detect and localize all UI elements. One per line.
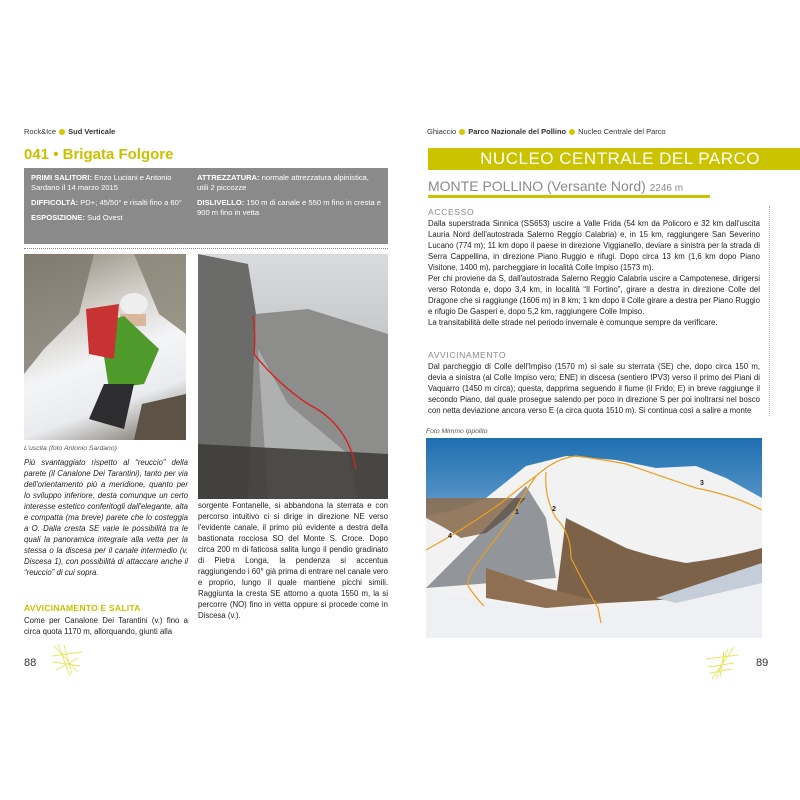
avvicinamento-text: Dal parcheggio di Colle dell'Impiso (1570 m) si sale su sterrata (SE) che, dopo circa 150 m, devia a sinistra (al Colle Impiso vero; ENE) in discesa (sentiero IPV3) verso il primo dei Piani di Vaquarro (1450 m circa); questa, dapprima seguendo il fiume (il Frido; E) in breve raggiunge il secondo Piano, dal quale prosegue salendo per poco in direzione S per poi inoltrarsi nel bosco con netta deviazione ancora verso E (a circa quota 1510 m). Si continua così a salire a monte [428, 362, 760, 415]
bullet-icon [569, 129, 575, 135]
accesso-text [428, 218, 760, 328]
breadcrumb-section: Sud Verticale [68, 127, 116, 136]
accesso-paragraph-1: Dalla superstrada Sinnica (SS653) uscire a Valle Frida (54 km da Policoro e 32 km dall'uscita Lauria Nord dell'autostrada Salerno Reggio Calabria) e, in 15 km, raggiungere San Severino Lucano (774 m); 11 km dopo il paese in direzione Viggianello, deviare a sinistra per la strada di Serra Cappellina, in direzione Piano Ruggio e rifugi. Dopo circa 13 km (1,6 km dopo Piano Visitone, 1400 m), parcheggiare in località Colle Impiso (1573 m). [428, 219, 760, 272]
mountain-routes-image [426, 438, 762, 638]
info-primi-salitori: PRIMI SALITORI: Enzo Luciani e Antonio Sardano il 14 marzo 2015 [31, 173, 172, 192]
route-label-3: 3 [700, 480, 704, 487]
divider [24, 248, 388, 249]
accesso-heading: ACCESSO [428, 207, 475, 217]
section-band [428, 148, 800, 170]
accesso-paragraph-3: La transitabilità delle strade nel periodo invernale è comunque sempre da verificare. [428, 318, 718, 327]
mountain-altitude: 2246 m [649, 183, 684, 194]
climber-photo-image [24, 254, 186, 440]
route-label-1: 1 [515, 509, 519, 516]
photo-credit: Foto Mimmo Ippolito [426, 428, 488, 435]
band-title: NUCLEO CENTRALE DEL PARCO [480, 149, 760, 168]
breadcrumb [24, 127, 115, 136]
column-divider [769, 206, 770, 416]
info-esposizione: ESPOSIZIONE: Sud Ovest [31, 213, 123, 222]
mountain-routes-photo [426, 438, 762, 638]
breadcrumb-magazine: Rock&Ice [24, 127, 57, 136]
section-heading: AVVICINAMENTO E SALITA [24, 603, 141, 613]
route-label-4: 4 [448, 533, 452, 540]
canal-topo-image [198, 254, 388, 499]
title-underline [428, 195, 710, 198]
breadcrumb-area: Nucleo Centrale del Parco [578, 127, 666, 136]
route-info-box [24, 168, 388, 244]
column2-text: sorgente Fontanelle, si abbandona la sterrata e con percorso intuitivo ci si dirige in direzione NE verso l'evidente canale, il primo più evidente a destra della bastionata rocciosa SO del Monte S. Croce. Dopo circa 200 m di faticosa salita lungo il pendio gradinato di Pietra Longa, la pendenza si accentua raggiungendo i 60° già prima di entrare nel canale vero e proprio, lungo il quale mantiene picchi simili. Raggiunta la cresta SE attorno a quota 1550 m, la si percorre (NO) fino in vetta oppure si procede come in Discesa (v.). [198, 501, 388, 620]
avvicinamento-heading: AVVICINAMENTO [428, 350, 507, 360]
section-text: Come per Canalone Dei Tarantini (v.) fino a circa quota 1170 m, allorquando, giunti alla [24, 616, 188, 636]
route-title: 041 • Brigata Folgore [24, 146, 174, 163]
breadcrumb-park: Parco Nazionale del Pollino [468, 127, 567, 136]
intro-text: Più svantaggiato rispetto al “reuccio” della parete (il Canalone Dei Tarantini), tanto per via dell'orientamento più a meridione, quanto per lo sviluppo inferiore, desta comunque un certo interesse estetico conferitogli dall'elegante, alta e compatta (ma breve) parete che lo costeggia a O. Dalla cresta SE varie le possibilità tra le quali la panoramica integrale alla vetta per la stessa o la discesa per il canale intermedio (v. Discesa 1), con possibilità di attaccare anche il “reuccio” di cui sopra. [24, 458, 188, 577]
info-attrezzatura: ATTREZZATURA: normale attrezzatura alpinistica, utili 2 piccozze [197, 173, 369, 192]
bullet-icon [459, 129, 465, 135]
logo-icon [704, 645, 740, 681]
page-number: 89 [756, 657, 769, 669]
accesso-paragraph-2: Per chi proviene da S, dall'autostrada Salerno Reggio Calabria uscire a Campotenese, dirigersi verso Rotonda e, dopo 3,4 km, in località “Il Fortino”, girare a destra in direzione Colle del Dragone che si raggiunge (1606 m) in 8 km; 1 km dopo il Colle girare a destra per Piano Ruggio e rifugio De Gasperi e, dopo 5,2 km, raggiungere Colle Impiso. [428, 274, 760, 316]
breadcrumb [427, 127, 666, 136]
mountain-title: MONTE POLLINO (Versante Nord) 2246 m [428, 178, 684, 194]
climber-photo [24, 254, 186, 440]
page-number: 88 [24, 657, 37, 669]
bullet-icon [59, 129, 65, 135]
logo-icon [48, 642, 84, 678]
breadcrumb-genre: Ghiaccio [427, 127, 457, 136]
info-dislivello: DISLIVELLO: 150 m di canale e 550 m fino in cresta e 900 m fino in vetta [197, 198, 382, 217]
canal-topo-photo [198, 254, 388, 499]
info-difficolta: DIFFICOLTÀ: PD+; 45/50° e risalti fino a 60° [31, 198, 182, 207]
route-label-2: 2 [552, 506, 556, 513]
photo-caption: L'uscita (foto Antonio Sardano) [24, 445, 117, 452]
